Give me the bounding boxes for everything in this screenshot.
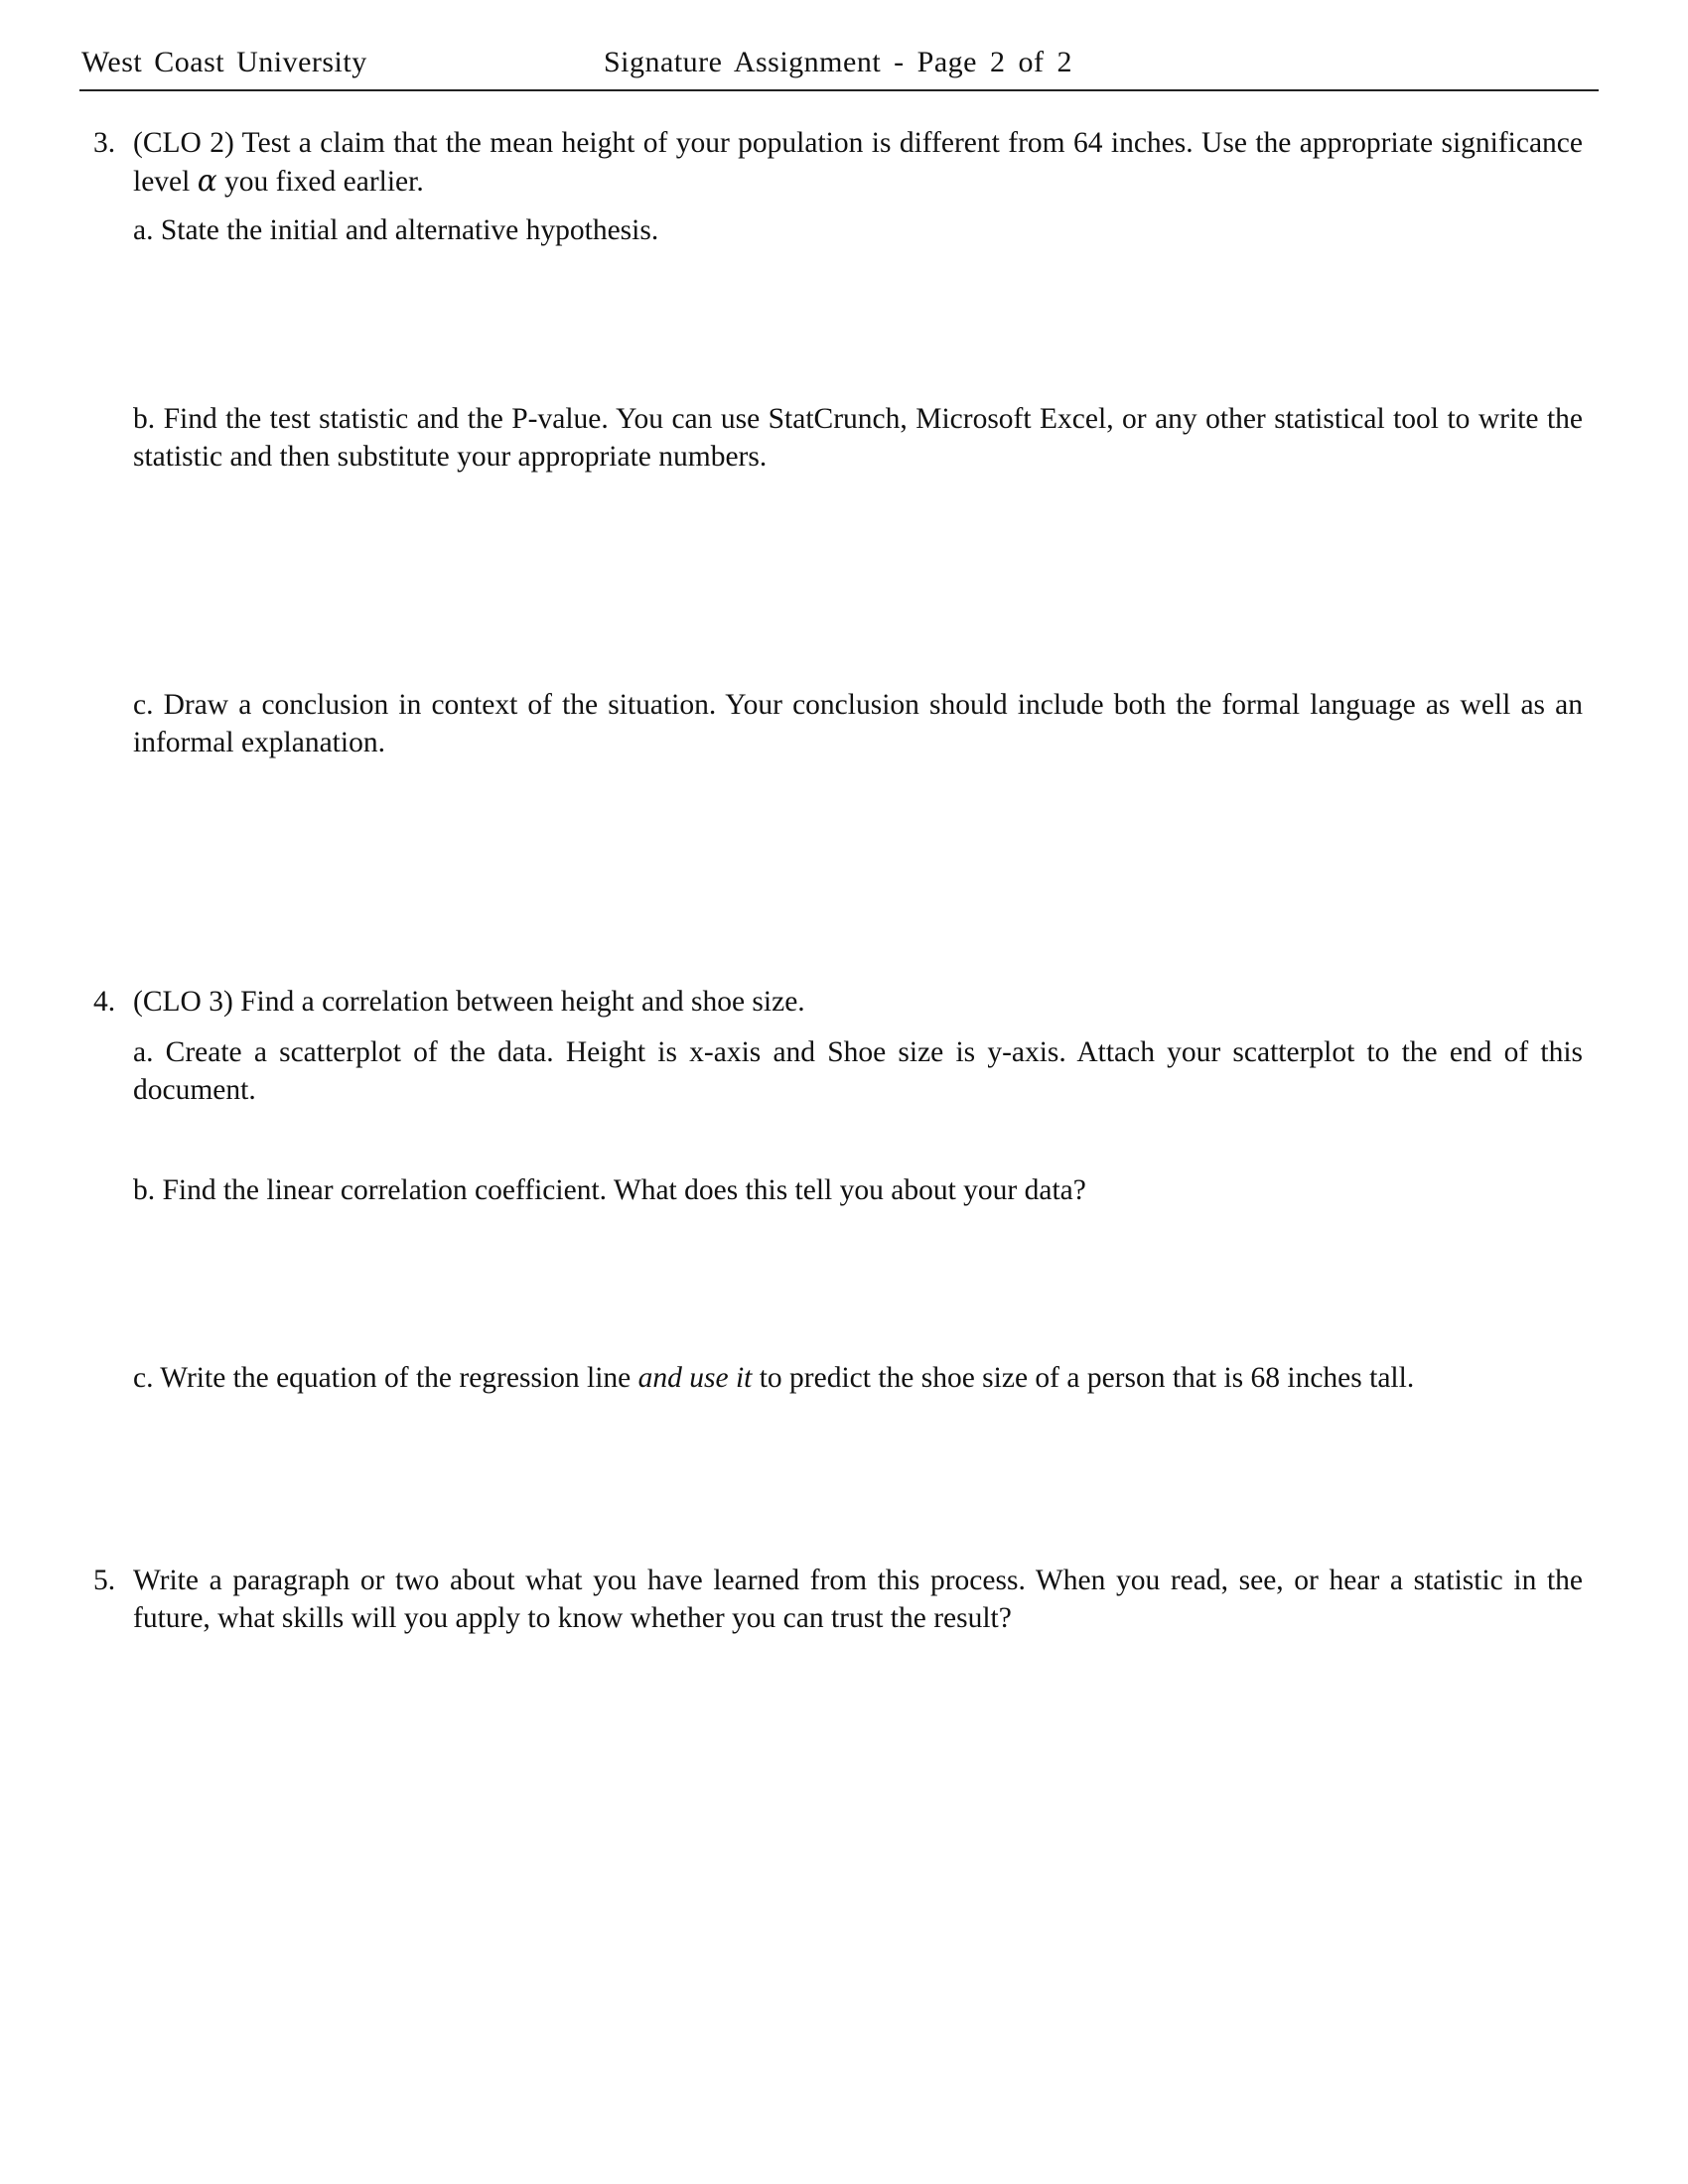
alpha-symbol: α xyxy=(197,164,217,198)
question-3-text xyxy=(133,124,1583,201)
question-text: (CLO 3) Find a correlation between height and shoe size. xyxy=(133,986,805,1018)
question-4b: b. Find the linear correlation coefficient. What does this tell you about your data? xyxy=(133,1174,1086,1206)
question-4a: a. Create a scatterplot of the data. Height is x-axis and Shoe size is y-axis. Attach your scatterplot to the end of this document. xyxy=(133,1036,1583,1106)
document-title: Signature Assignment - Page 2 of 2 xyxy=(604,46,1072,78)
question-text: (CLO 2) Test a claim that the mean height of your population is different from 64 inches. Use the appropriate significance level xyxy=(133,127,1583,198)
question-4c xyxy=(133,1359,1583,1397)
question-5 xyxy=(93,1562,1583,1637)
question-text-continued: to predict the shoe size of a person that is 68 inches tall. xyxy=(759,1362,1415,1394)
question-text-continued: you fixed earlier. xyxy=(224,166,424,198)
page-header xyxy=(79,44,1599,91)
question-4 xyxy=(93,983,1583,1021)
question-3 xyxy=(93,124,1583,201)
question-text: c. Write the equation of the regression line xyxy=(133,1362,632,1394)
emphasis-text: and use it xyxy=(637,1362,753,1394)
question-number: 5. xyxy=(93,1565,116,1596)
question-3c: c. Draw a conclusion in context of the situation. Your conclusion should include both the formal language as well as an informal explanation. xyxy=(133,689,1583,758)
question-3a: a. State the initial and alternative hypothesis. xyxy=(133,214,659,246)
question-text: Write a paragraph or two about what you have learned from this process. When you read, see, or hear a statistic in the future, what skills will you apply to know whether you can trust the result? xyxy=(133,1565,1583,1634)
question-3b: b. Find the test statistic and the P-value. You can use StatCrunch, Microsoft Excel, or any other statistical tool to write the statistic and then substitute your appropriate numbers. xyxy=(133,403,1583,473)
institution-name: West Coast University xyxy=(81,46,367,78)
question-number: 3. xyxy=(93,127,116,159)
question-number: 4. xyxy=(93,986,116,1018)
